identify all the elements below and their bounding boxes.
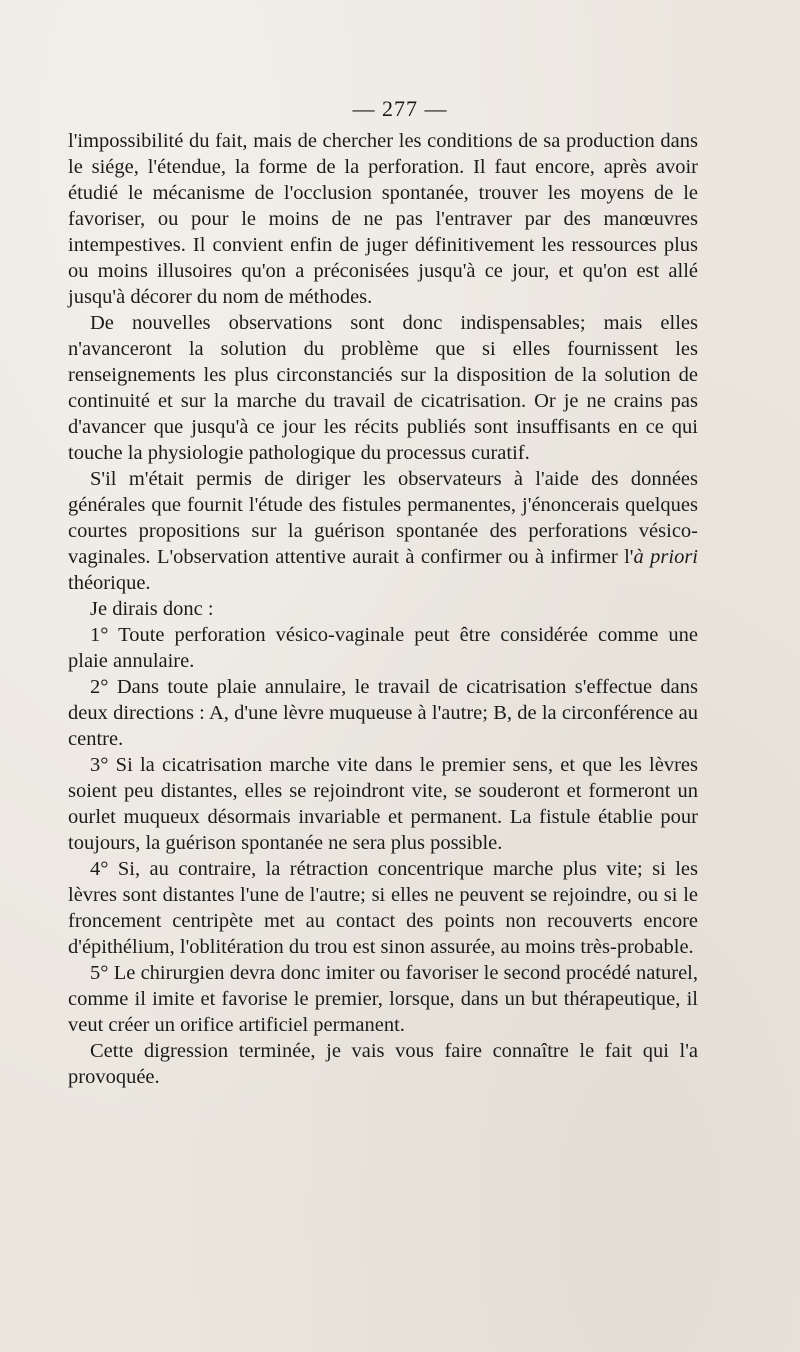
proposition-text: Si la cicatrisation marche vite dans le premier sens, et que les lèvres soient peu distantes, elles se rejoindront vite, se souderont et formeront un ourlet muqueux désormais invariable et permanent. La fistule établie pour toujours, la guérison spontanée ne sera plus possible. — [68, 754, 698, 854]
proposition-text: Le chirurgien devra donc imiter ou favoriser le second procédé naturel, comme il imite et favorise le premier, lorsque, dans un but thérapeutique, il veut créer un orifice artificiel permanent. — [68, 962, 698, 1036]
paragraph-continuation: l'impossibilité du fait, mais de chercher les conditions de sa production dans le siége, l'étendue, la forme de la perforation. Il faut encore, après avoir étudié le mécanisme de l'occlusion spontanée, trouver les moyens de le favoriser, ou pour le moins de ne pas l'entraver par des manœuvres intempestives. Il convient enfin de juger définitivement les ressources plus ou moins illusoires qu'on a préconisées jusqu'à ce jour, et qu'on est allé jusqu'à décorer du nom de méthodes. — [68, 130, 698, 308]
paragraph-observers-end: théorique. — [68, 572, 151, 594]
body-text — [68, 128, 698, 1090]
proposition-marker: 1° — [90, 624, 109, 646]
proposition-2 — [68, 674, 698, 752]
italic-a-priori: à priori — [633, 546, 698, 568]
proposition-marker: 2° — [90, 676, 109, 698]
proposition-5 — [68, 960, 698, 1038]
proposition-text: Dans toute plaie annulaire, le travail de cicatrisation s'effectue dans deux directions : A, d'une lèvre muqueuse à l'autre; B, de la circonférence au centre. — [68, 676, 699, 750]
proposition-text: Toute perforation vésico-vaginale peut être considérée comme une plaie annulaire. — [68, 624, 699, 672]
paragraph-closing: Cette digression terminée, je vais vous faire connaître le fait qui l'a provoquée. — [68, 1040, 698, 1088]
proposition-3 — [68, 752, 698, 856]
paragraph-observers — [68, 466, 698, 596]
proposition-marker: 3° — [90, 754, 109, 776]
proposition-marker: 4° — [90, 858, 109, 880]
paragraph-intro-list: Je dirais donc : — [90, 598, 214, 620]
proposition-text: Si, au contraire, la rétraction concentrique marche plus vite; si les lèvres sont distantes l'une de l'autre; si elles ne peuvent se rejoindre, ou si le froncement centripète met au contact des points non recouverts encore d'épithélium, l'oblitération du trou est sinon assurée, au moins très-probable. — [68, 858, 698, 958]
paragraph-observers-text: S'il m'était permis de diriger les observateurs à l'aide des données générales que fournit l'étude des fistules permanentes, j'énoncerais quelques courtes propositions sur la guérison spontanée des perforations vésico-vaginales. L'observation attentive aurait à confirmer ou à infirmer l' — [68, 468, 698, 568]
paragraph-observations: De nouvelles observations sont donc indispensables; mais elles n'avanceront la solution du problème que si elles fournissent les renseignements les plus circonstanciés sur la disposition de la solution de continuité et sur la marche du travail de cicatrisation. Or je ne crains pas d'avancer que jusqu'à ce jour les récits publiés sont insuffisants en ce qui touche la physiologie pathologique du processus curatif. — [68, 312, 698, 464]
proposition-1 — [68, 622, 698, 674]
proposition-4 — [68, 856, 698, 960]
page-number: — 277 — — [352, 96, 448, 121]
proposition-marker: 5° — [90, 962, 109, 984]
